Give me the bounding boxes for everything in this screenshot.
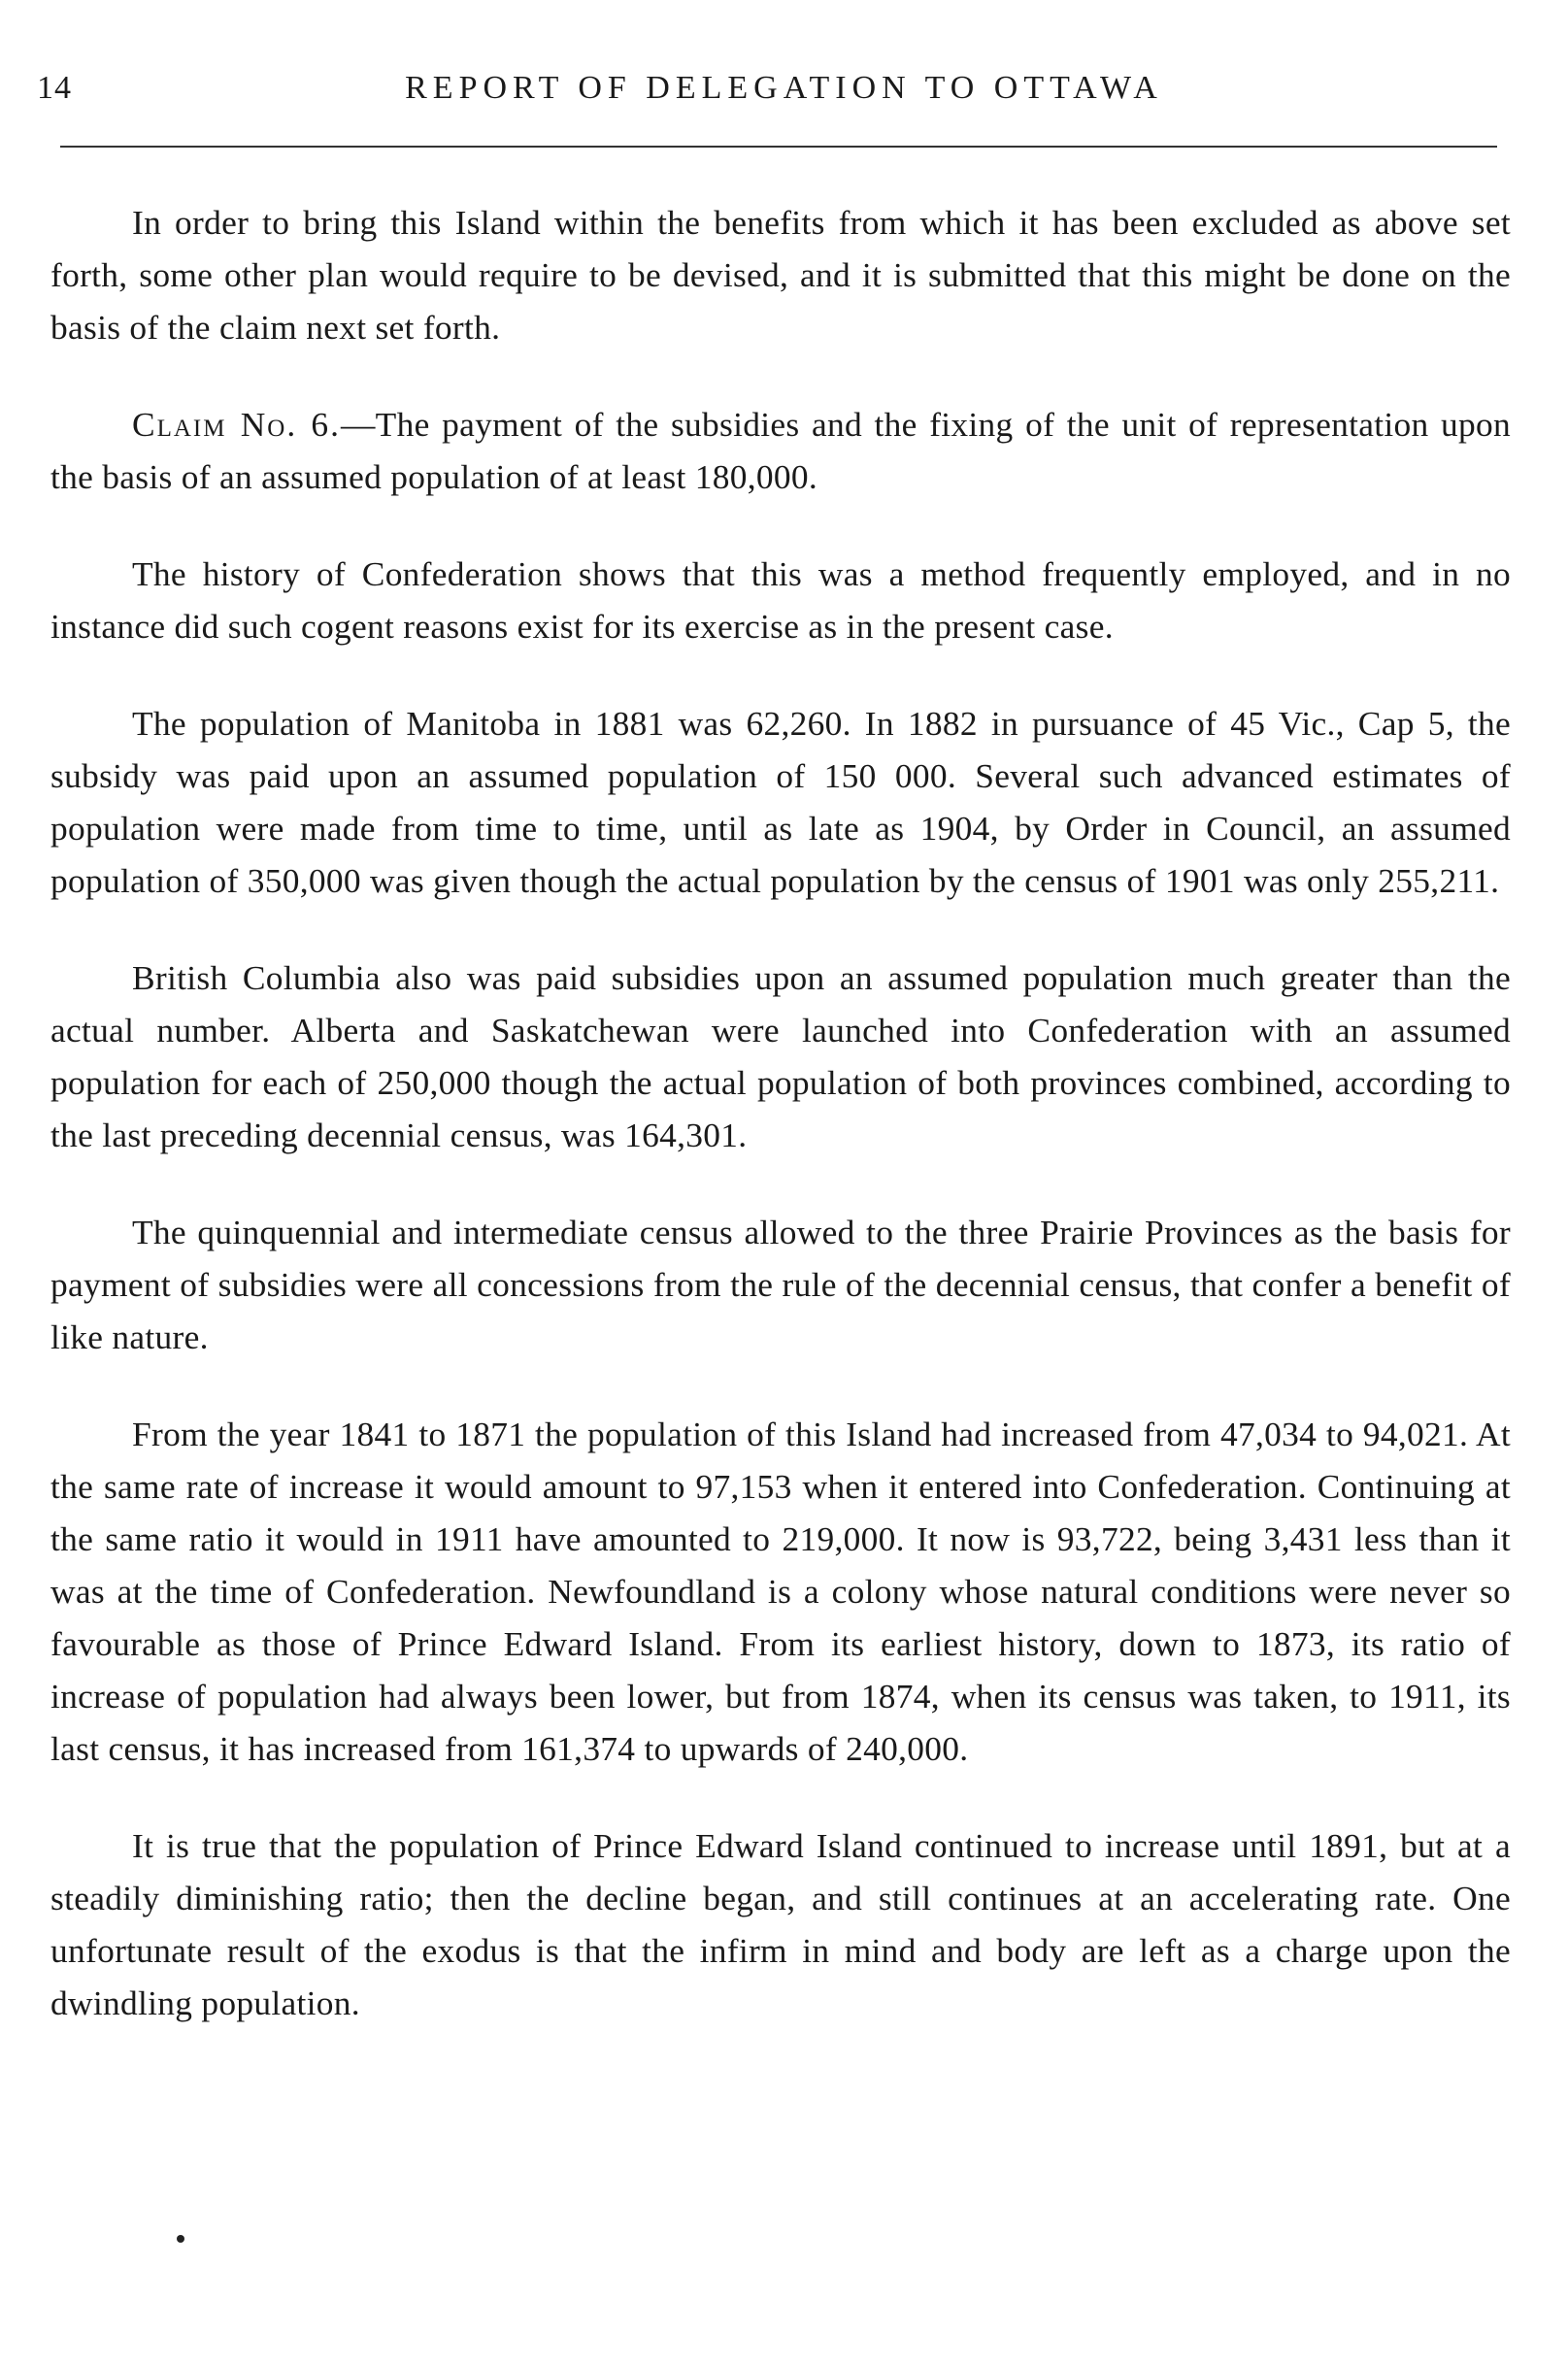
paragraph-8: It is true that the population of Prince Edward Island continued to increase until 1891, but at a steadily diminishing ratio; then the decline began, and still continues at an accelerating rate. One unfortunate result of the exodus is that the infirm in mind and body are left as a charge upon the dwindling population. (50, 1826, 1511, 2022)
paragraph-6: The quinquennial and intermediate census allowed to the three Prairie Provinces as the basis for payment of subsidies were all concessions from the rule of the decennial census, that confer a benefit of like nature. (50, 1213, 1511, 1356)
paragraph-claim-6 (50, 398, 1511, 503)
claim-text: —The payment of the subsidies and the fixing of the unit of representation upon the basis of an assumed population of at least 180,000. (50, 405, 1511, 496)
header-rule (60, 146, 1497, 148)
paragraph-7: From the year 1841 to 1871 the population of this Island had increased from 47,034 to 94,021. At the same rate of increase it would amount to 97,153 when it entered into Confederation. Continuing at the same ratio it would in 1911 have amounted to 219,000. It now is 93,722, being 3,431 less than it was at the time of Confederation. Newfoundland is a colony whose natural conditions were never so favourable as those of Prince Edward Island. From its earliest history, down to 1873, its ratio of increase of population had always been lower, but from 1874, when its census was taken, to 1911, its last census, it has increased from 161,374 to upwards of 240,000. (50, 1415, 1511, 1768)
claim-label: Claim No. 6. (132, 405, 341, 444)
page-number: 14 (37, 70, 72, 106)
running-head-title: REPORT OF DELEGATION TO OTTAWA (405, 70, 1163, 106)
paragraph-5: British Columbia also was paid subsidies upon an assumed population much greater than the actual number. Alberta and Saskatchewan were launched into Confederation with an assumed population for each of 250,000 though the actual population of both provinces combined, according to the last preceding decennial census, was 164,301. (50, 958, 1511, 1154)
paragraph-1: In order to bring this Island within the benefits from which it has been excluded as above set forth, some other plan would require to be devised, and it is submitted that this might be done on the basis of the claim next set forth. (50, 203, 1511, 347)
paragraph-4: The population of Manitoba in 1881 was 62,260. In 1882 in pursuance of 45 Vic., Cap 5, the subsidy was paid upon an assumed population of 150 000. Several such advanced estimates of population were made from time to time, until as late as 1904, by Order in Council, an assumed population of 350,000 was given though the actual population by the census of 1901 was only 255,211. (50, 704, 1511, 900)
page-body (50, 196, 1511, 2029)
paragraph-3: The history of Confederation shows that this was a method frequently employed, and in no instance did such cogent reasons exist for its exercise as in the present case. (50, 554, 1511, 646)
bullet-mark (177, 2235, 184, 2243)
